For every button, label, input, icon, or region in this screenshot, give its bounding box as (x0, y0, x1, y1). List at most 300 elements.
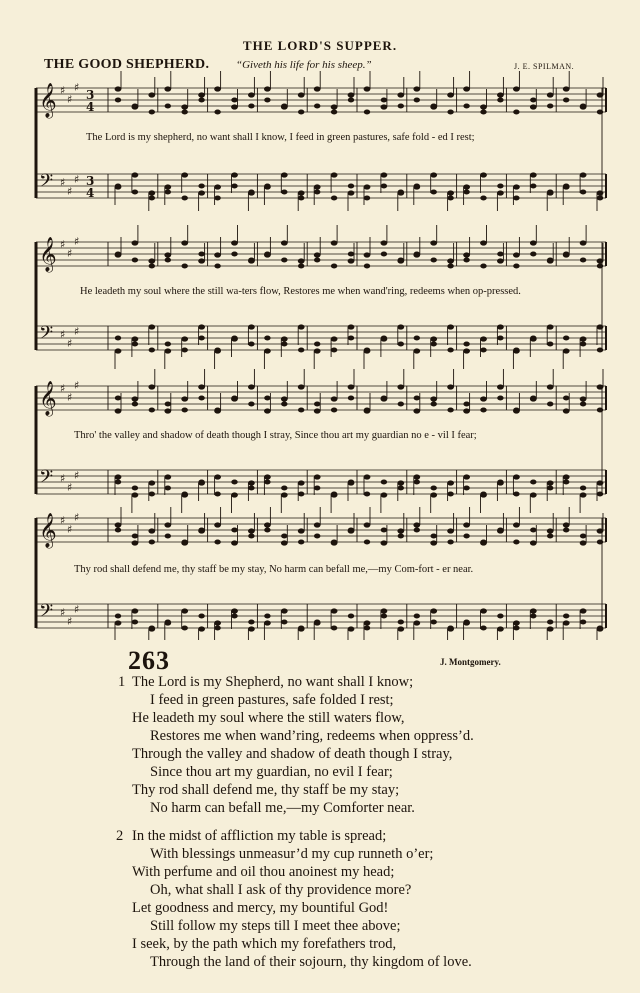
note-head (447, 110, 453, 115)
note-head (132, 396, 139, 401)
note-head (497, 480, 503, 485)
note-head (165, 534, 171, 539)
note-head (281, 190, 287, 195)
note-head (580, 190, 586, 195)
note-head (381, 614, 387, 619)
lyric-line-3: Thro' the valley and shadow of death though I stray, Since thou art my guardian no e - vil I fear; (74, 430, 477, 441)
note-head (430, 172, 437, 177)
note-head (165, 258, 171, 263)
note-head (364, 626, 370, 631)
composer-credit: J. E. SPILMAN. (514, 62, 575, 71)
note-head (298, 348, 304, 353)
note-head (463, 534, 469, 539)
note-head (182, 264, 188, 269)
note-head (148, 480, 155, 485)
note-head (214, 620, 221, 625)
note-head (231, 252, 237, 257)
note-head (182, 348, 188, 353)
note-head (264, 474, 271, 479)
note-head (314, 402, 320, 407)
note-head (348, 396, 354, 401)
note-head (480, 196, 486, 201)
note-head (165, 104, 171, 109)
note-head (463, 486, 469, 491)
note-head (281, 172, 288, 177)
note-head (497, 324, 504, 329)
note-head (381, 492, 388, 497)
note-head (132, 402, 138, 407)
note-head (149, 196, 155, 201)
note-head (547, 258, 553, 263)
note-head (381, 396, 387, 401)
note-head (398, 342, 404, 347)
note-head (198, 98, 204, 103)
note-head (214, 522, 221, 527)
note-head (530, 172, 537, 177)
note-head (397, 480, 404, 485)
note-head (264, 184, 270, 189)
note-head (331, 608, 338, 613)
note-head (248, 258, 254, 263)
sharp-icon: ♯ (74, 235, 80, 248)
note-head (497, 258, 504, 263)
note-head (214, 540, 220, 545)
note-head (281, 258, 287, 263)
stanza-line: Through the valley and shadow of death though I stray, (132, 746, 453, 762)
note-head (132, 240, 139, 245)
note-head (231, 540, 238, 545)
note-head (413, 522, 420, 527)
lyric-line-4: Thy rod shall defend me, thy staff be my stay, No harm can befall me,—my Com-fort - er near. (74, 564, 474, 575)
note-head (214, 184, 221, 189)
note-head (115, 336, 121, 341)
note-head (513, 110, 519, 115)
note-head (314, 252, 321, 257)
note-head (364, 408, 370, 413)
note-head (132, 608, 139, 613)
note-head (580, 608, 587, 613)
note-head (214, 626, 220, 631)
sharp-icon: ♯ (67, 185, 73, 198)
note-head (447, 258, 454, 263)
lyric-line-1: The Lord is my shepherd, no want shall I know, I feed in green pastures, safe fold - ed I rest; (86, 132, 475, 143)
note-head (447, 408, 453, 413)
note-head (563, 348, 570, 353)
note-head (198, 324, 205, 329)
note-head (563, 522, 570, 527)
time-signature-bottom: 4 (86, 186, 95, 200)
note-head (480, 240, 487, 245)
sharp-icon: ♯ (67, 523, 73, 536)
note-head (414, 480, 420, 485)
note-head (547, 534, 553, 539)
note-head (497, 528, 503, 533)
note-head (181, 608, 188, 613)
note-head (198, 384, 205, 389)
note-head (298, 196, 304, 201)
note-head (497, 184, 503, 189)
note-head (397, 92, 404, 97)
note-head (182, 110, 188, 115)
note-head (165, 486, 171, 491)
note-head (214, 110, 220, 115)
note-head (314, 486, 320, 491)
note-head (331, 110, 337, 115)
stanza-line: I seek, by the path which my forefathers trod, (132, 936, 397, 952)
note-head (182, 492, 188, 497)
note-head (231, 98, 237, 103)
note-head (314, 348, 321, 353)
note-head (115, 474, 122, 479)
note-head (381, 184, 387, 189)
note-head (164, 522, 171, 527)
bass-clef-icon: 𝄢 (39, 323, 54, 348)
note-head (480, 110, 486, 115)
note-head (248, 528, 255, 533)
note-head (463, 522, 470, 527)
note-head (264, 620, 271, 625)
note-head (497, 336, 503, 341)
note-head (497, 92, 504, 97)
note-head (331, 196, 337, 201)
note-head (231, 240, 238, 245)
note-head (364, 522, 371, 527)
note-head (181, 104, 188, 109)
note-head (214, 264, 220, 269)
note-head (148, 92, 155, 97)
note-head (463, 620, 469, 625)
note-head (115, 614, 121, 619)
note-head (381, 172, 388, 177)
note-head (364, 184, 371, 189)
note-head (513, 348, 519, 353)
note-head (381, 608, 388, 613)
bass-clef-icon: 𝄢 (39, 467, 54, 492)
note-head (563, 396, 569, 401)
note-head (132, 486, 138, 491)
note-head (463, 342, 469, 347)
note-head (264, 396, 270, 401)
note-head (348, 480, 354, 485)
note-head (115, 348, 122, 353)
sharp-icon: ♯ (67, 247, 73, 260)
time-signature-top: 3 (86, 88, 95, 102)
note-head (580, 620, 586, 625)
hymn-epigraph: “Giveth his life for his sheep.” (236, 59, 372, 71)
note-head (314, 408, 321, 413)
note-head (115, 480, 121, 485)
note-head (348, 324, 355, 329)
note-head (248, 324, 255, 329)
note-head (580, 342, 586, 347)
note-head (148, 258, 155, 263)
note-head (348, 92, 355, 97)
note-head (398, 402, 404, 407)
note-head (530, 480, 536, 485)
note-head (281, 342, 287, 347)
note-head (513, 474, 520, 479)
note-head (149, 540, 155, 545)
note-head (364, 86, 371, 91)
note-head (181, 336, 188, 341)
note-head (563, 336, 569, 341)
note-head (513, 252, 520, 257)
note-head (248, 626, 255, 631)
note-head (264, 614, 270, 619)
sharp-icon: ♯ (60, 328, 66, 341)
note-head (298, 264, 304, 269)
note-head (231, 492, 238, 497)
note-head (364, 196, 370, 201)
sharp-icon: ♯ (67, 481, 73, 494)
note-head (198, 614, 204, 619)
stanza-line: With blessings unmeasur’d my cup runneth o’er; (150, 846, 434, 862)
sharp-icon: ♯ (67, 615, 73, 628)
note-head (314, 86, 321, 91)
note-head (115, 98, 121, 103)
note-head (281, 492, 288, 497)
note-head (264, 528, 270, 533)
note-head (563, 614, 569, 619)
note-head (214, 408, 220, 413)
note-head (530, 614, 536, 619)
note-head (513, 196, 519, 201)
note-head (198, 190, 205, 195)
note-head (364, 474, 371, 479)
note-head (497, 190, 504, 195)
lyric-line-2: He leadeth my soul where the still wa-ters flow, Restores me when wand'ring, redeems when op-pressed. (80, 286, 521, 297)
hymn-title: THE GOOD SHEPHERD. (44, 57, 210, 72)
note-head (348, 626, 355, 631)
note-head (563, 252, 569, 257)
note-head (463, 184, 470, 189)
note-head (381, 336, 387, 341)
note-head (430, 608, 437, 613)
note-head (115, 252, 121, 257)
note-head (513, 264, 519, 269)
note-head (381, 104, 388, 109)
note-head (165, 190, 171, 195)
note-head (264, 86, 271, 91)
note-head (214, 474, 221, 479)
note-head (447, 528, 454, 533)
note-head (580, 172, 587, 177)
note-head (314, 474, 321, 479)
note-head (148, 324, 155, 329)
note-head (298, 480, 305, 485)
note-head (148, 190, 155, 195)
note-head (530, 252, 536, 257)
note-head (530, 396, 536, 401)
note-head (580, 104, 586, 109)
stanza-line: Since thou art my guardian, no evil I fear; (150, 764, 393, 780)
note-head (331, 172, 338, 177)
note-head (430, 336, 437, 341)
note-head (348, 252, 354, 257)
note-head (231, 184, 237, 189)
note-head (381, 252, 387, 257)
note-head (281, 534, 287, 539)
note-head (298, 540, 304, 545)
note-head (447, 384, 454, 389)
note-head (381, 540, 388, 545)
note-head (364, 620, 371, 625)
note-head (331, 348, 337, 353)
note-head (115, 528, 121, 533)
note-head (149, 492, 155, 497)
note-head (430, 396, 437, 401)
note-head (198, 92, 205, 97)
author-credit: J. Montgomery. (440, 657, 501, 667)
note-head (414, 252, 420, 257)
note-head (132, 534, 138, 539)
time-signature-top: 3 (86, 174, 95, 188)
stanza-line: No harm can befall me,—my Comforter near. (150, 800, 415, 816)
note-head (547, 342, 553, 347)
note-head (530, 608, 537, 613)
treble-clef-icon: 𝄞 (39, 513, 57, 548)
note-head (298, 528, 305, 533)
note-head (231, 396, 237, 401)
sharp-icon: ♯ (60, 176, 66, 189)
note-head (580, 396, 587, 401)
note-head (530, 492, 537, 497)
note-head (530, 240, 537, 245)
note-head (381, 528, 387, 533)
stanza-line: He leadeth my soul where the still waters flow, (132, 710, 405, 726)
note-head (563, 184, 569, 189)
note-head (480, 104, 487, 109)
note-head (149, 348, 155, 353)
note-head (149, 110, 155, 115)
note-head (413, 474, 420, 479)
note-head (413, 620, 420, 625)
note-head (115, 396, 121, 401)
stanza-line: Still follow my steps till I meet thee above; (150, 918, 401, 934)
note-head (381, 240, 388, 245)
sharp-icon: ♯ (67, 93, 73, 106)
note-head (264, 522, 271, 527)
note-head (281, 620, 287, 625)
note-head (580, 534, 586, 539)
sharp-icon: ♯ (60, 472, 66, 485)
note-head (447, 480, 454, 485)
note-head (348, 98, 354, 103)
note-head (480, 408, 486, 413)
note-head (397, 626, 404, 631)
note-head (181, 240, 188, 245)
note-head (547, 402, 553, 407)
stanza-line: Restores me when wand’ring, redeems when oppress’d. (150, 728, 474, 744)
note-head (397, 384, 404, 389)
stanza-line: I feed in green pastures, safe folded I rest; (150, 692, 394, 708)
note-head (348, 528, 354, 533)
note-head (231, 608, 238, 613)
note-head (414, 98, 420, 103)
note-head (398, 258, 404, 263)
note-head (364, 492, 370, 497)
note-head (397, 528, 404, 533)
note-head (513, 540, 519, 545)
note-head (381, 480, 387, 485)
note-head (580, 402, 586, 407)
note-head (248, 480, 255, 485)
note-head (364, 252, 371, 257)
note-head (414, 396, 420, 401)
note-head (563, 620, 570, 625)
note-head (164, 252, 171, 257)
note-head (530, 98, 536, 103)
note-head (198, 528, 204, 533)
note-head (248, 342, 254, 347)
note-head (563, 480, 569, 485)
note-head (115, 620, 122, 625)
note-head (149, 264, 155, 269)
note-head (314, 620, 320, 625)
hymn-number: 263 (128, 646, 170, 675)
note-head (431, 534, 437, 539)
note-head (248, 104, 254, 109)
note-head (397, 324, 404, 329)
note-head (348, 336, 354, 341)
sharp-icon: ♯ (67, 391, 73, 404)
note-head (281, 486, 287, 491)
note-head (530, 104, 537, 109)
note-head (115, 184, 121, 189)
note-head (331, 240, 338, 245)
note-head (132, 336, 139, 341)
note-head (580, 336, 587, 341)
note-head (497, 614, 503, 619)
note-head (447, 196, 453, 201)
note-head (563, 98, 569, 103)
note-head (331, 104, 338, 109)
sharp-icon: ♯ (74, 325, 80, 338)
note-head (248, 620, 254, 625)
note-head (463, 258, 469, 263)
note-head (563, 474, 570, 479)
note-head (298, 258, 305, 263)
note-head (430, 540, 437, 545)
note-head (364, 540, 370, 545)
note-head (480, 608, 487, 613)
note-head (547, 486, 553, 491)
note-head (398, 104, 404, 109)
note-head (381, 98, 387, 103)
note-head (497, 626, 504, 631)
note-head (413, 408, 420, 413)
note-head (298, 190, 305, 195)
note-head (331, 408, 337, 413)
note-head (331, 264, 337, 269)
note-head (132, 342, 138, 347)
note-head (164, 184, 171, 189)
note-head (414, 528, 420, 533)
section-title: THE LORD'S SUPPER. (242, 38, 398, 53)
note-head (164, 474, 171, 479)
note-head (231, 104, 238, 109)
note-head (214, 86, 221, 91)
note-head (314, 184, 321, 189)
note-head (398, 534, 404, 539)
note-head (198, 480, 204, 485)
note-head (447, 92, 454, 97)
note-head (447, 492, 453, 497)
note-head (214, 252, 221, 257)
note-head (181, 396, 188, 401)
note-head (431, 258, 437, 263)
note-head (264, 480, 270, 485)
